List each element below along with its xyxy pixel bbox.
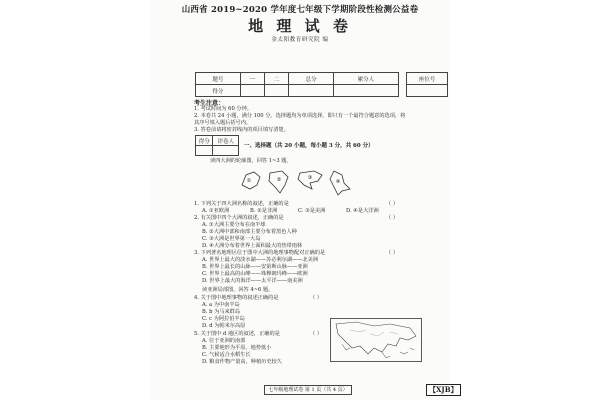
option: B. ②是非洲 [250,208,278,214]
option: B. 主要地形为平原，地势低小 [202,345,272,351]
score-input-cell[interactable] [264,85,288,97]
option: D. d 为帕米尔高原 [202,323,246,329]
option: C. 气候适合水稻生长 [202,352,251,358]
note-line: 其序号填入题后括号内。 [194,120,252,126]
score-input-cell[interactable] [289,85,334,97]
option: A. ①大洲主要分布在南半球 [202,222,266,228]
option: A. 世界上最大的淡水湖——苏必利尔湖——北美洲 [202,257,318,263]
score-cell: 题号 [196,73,241,85]
option: D. 粮食作物产量高，种植历史较久 [202,359,282,365]
page-footer [218,386,398,393]
continent-map-4 [330,171,350,195]
score-table-row [196,85,399,97]
section-heading: 一、选择题（共 20 小题，每小题 3 分，共 60 分） [244,143,374,149]
note-line: 3. 答卷前请将密封线内的项目填写清楚。 [194,127,289,133]
exam-page [150,0,458,400]
seat-input-cell[interactable] [407,85,448,97]
note-line: 1. 考试时间为 60 分钟。 [194,106,252,112]
option: A. a 为中南半岛 [202,302,240,308]
option: A. 位于亚洲的南部 [202,338,246,344]
continent-map-1 [242,172,260,189]
answer-bracket[interactable]: （ ） [386,215,399,221]
grader-table [195,135,239,156]
question-stem: 4. 关于图中地理事物的叙述正确的是 [194,295,279,301]
asia-region-map [330,318,422,362]
answer-bracket[interactable]: （ ） [310,295,323,301]
seat-label: 座位号 [407,73,448,85]
map-label: ③ [307,175,313,181]
score-table-header-row [196,73,399,85]
compiler-line: 金太阳教育研究院 编 [271,37,329,43]
exam-title: 山西省 2019~2020 学年度七年级下学期阶段性检测公益卷 [181,5,419,15]
continent-outline-maps [238,165,374,197]
option: D. 世界上最大的海洋——太平洋——南美洲 [202,278,303,284]
seat-table [406,72,448,97]
version-tag: 【XJB】 [426,384,461,396]
question-stem: 3. 下列著名地理区位于图中大洲的地理事物配对正确的是 [194,250,326,256]
score-input-cell[interactable] [333,85,398,97]
score-cell: 累分人 [333,73,398,85]
option: B. ②大洲中部和南部主要分布着黑色人种 [202,229,297,235]
option: D. ④大洲分布着世界上面积最大的热带雨林 [202,243,303,249]
question-stem: 1. 下列关于四大洲名称的叙述，正确的是 [194,201,289,207]
grader-reviewer-cell[interactable] [213,146,239,156]
map-label: ④ [335,179,341,185]
option: D. ④是大洋洲 [346,208,379,214]
score-input-cell[interactable] [240,85,264,97]
option: C. ③大洲是世界第一大岛 [202,236,261,242]
option: B. b 为马来群岛 [202,309,241,315]
answer-bracket[interactable]: （ ） [310,331,323,337]
grader-reviewer-label: 评卷人 [213,136,239,146]
score-table [195,72,399,97]
grader-score-cell[interactable] [196,146,213,156]
answer-bracket[interactable]: （ ） [386,201,399,207]
continent-map-3 [298,171,322,189]
score-cell: 二 [264,73,288,85]
option: C. 世界上最高的山峰——珠穆朗玛峰——欧洲 [202,271,308,277]
map-label: ② [276,177,282,183]
continent-map-2 [269,171,288,193]
map-label: ① [246,178,252,184]
score-cell: 总分 [289,73,334,85]
option: B. 世界上最长的山脉——安第斯山脉——亚洲 [202,264,308,270]
note-line: 2. 本卷共 24 小题，满分 100 分。选择题均为单项选择，即只有一个最符合题意的选项，将 [194,113,406,119]
subject-title: 地 理 试 卷 [248,17,352,35]
read-instruction: 读四大洲的轮廓图，回答 1~3 题。 [210,158,292,164]
option: A. ①亚欧洲 [202,208,230,214]
grader-score-label: 得分 [196,136,213,146]
notes-heading: 考生注意： [194,100,225,107]
score-cell: 一 [240,73,264,85]
option: C. ③是美洲 [298,208,326,214]
footer-text: 七年级地理试卷 第 1 页（共 4 页） [264,385,351,395]
question-stem: 2. 有关图中四个大洲的叙述，正确的是 [194,215,284,221]
score-cell: 得分 [196,85,241,97]
answer-bracket[interactable]: （ ） [386,250,399,256]
read-instruction: 读亚洲局部图，回答 4~6 题。 [202,287,274,293]
option: C. c 为阿拉伯半岛 [202,316,245,322]
question-stem: 5. 关于图中 d 地区的叙述，正确的是 [194,331,280,337]
